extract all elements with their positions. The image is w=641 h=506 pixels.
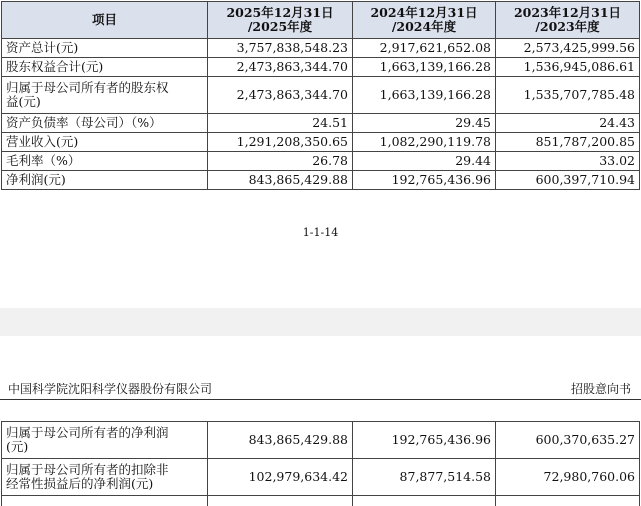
cell-value: 600,397,710.94 bbox=[496, 171, 640, 190]
cell-value: 2,917,621,652.08 bbox=[353, 39, 496, 58]
cell-value: 24.51 bbox=[208, 114, 353, 133]
cell-value: 87,877,514.58 bbox=[353, 459, 496, 496]
table-row bbox=[2, 77, 640, 114]
cell-value: 24.43 bbox=[496, 114, 640, 133]
row-label: 营业收入(元) bbox=[2, 133, 208, 152]
cell-value: 29.45 bbox=[353, 114, 496, 133]
header-2023: 2023年12月31日 /2023年度 bbox=[496, 2, 640, 39]
cell-empty bbox=[353, 496, 496, 506]
cell-value: 2,473,863,344.70 bbox=[208, 58, 353, 77]
cell-value: 1,663,139,166.28 bbox=[353, 58, 496, 77]
cell-empty bbox=[2, 496, 208, 506]
cell-value: 843,865,429.88 bbox=[208, 171, 353, 190]
row-label: 股东权益合计(元) bbox=[2, 58, 208, 77]
table-row bbox=[2, 422, 640, 459]
cell-value: 192,765,436.96 bbox=[353, 171, 496, 190]
row-label: 资产总计(元) bbox=[2, 39, 208, 58]
cell-value: 2,573,425,999.56 bbox=[496, 39, 640, 58]
cell-value: 843,865,429.88 bbox=[208, 422, 353, 459]
cell-value: 33.02 bbox=[496, 152, 640, 171]
row-label: 归属于母公司所有者的股东权 益(元) bbox=[2, 77, 208, 114]
page-number: 1-1-14 bbox=[0, 226, 641, 239]
cell-value: 2,473,863,344.70 bbox=[208, 77, 353, 114]
cell-value: 851,787,200.85 bbox=[496, 133, 640, 152]
cell-value: 102,979,634.42 bbox=[208, 459, 353, 496]
row-label: 归属于母公司所有者的扣除非 经常性损益后的净利润(元) bbox=[2, 459, 208, 496]
table-row bbox=[2, 39, 640, 58]
cell-value: 192,765,436.96 bbox=[353, 422, 496, 459]
table-row bbox=[2, 114, 640, 133]
row-label: 毛利率（%） bbox=[2, 152, 208, 171]
document-type: 招股意向书 bbox=[571, 380, 631, 397]
cell-value: 600,370,635.27 bbox=[496, 422, 640, 459]
cell-value: 26.78 bbox=[208, 152, 353, 171]
table-row bbox=[2, 459, 640, 496]
page-gap bbox=[0, 308, 641, 336]
table-row bbox=[2, 152, 640, 171]
row-label: 净利润(元) bbox=[2, 171, 208, 190]
table-row bbox=[2, 133, 640, 152]
table-row bbox=[2, 496, 640, 506]
table-row bbox=[2, 171, 640, 190]
row-label: 资产负债率（母公司）（%） bbox=[2, 114, 208, 133]
table-header-row bbox=[2, 2, 640, 39]
header-2024: 2024年12月31日 /2024年度 bbox=[353, 2, 496, 39]
header-divider bbox=[0, 399, 641, 400]
cell-value: 29.44 bbox=[353, 152, 496, 171]
header-2025: 2025年12月31日 /2025年度 bbox=[208, 2, 353, 39]
table-row bbox=[2, 58, 640, 77]
cell-value: 1,535,707,785.48 bbox=[496, 77, 640, 114]
cell-value: 72,980,760.06 bbox=[496, 459, 640, 496]
financial-summary-table-continued bbox=[1, 421, 640, 506]
cell-value: 1,082,290,119.78 bbox=[353, 133, 496, 152]
cell-empty bbox=[496, 496, 640, 506]
cell-value: 1,536,945,086.61 bbox=[496, 58, 640, 77]
cell-value: 1,663,139,166.28 bbox=[353, 77, 496, 114]
financial-summary-table bbox=[1, 1, 640, 190]
row-label: 归属于母公司所有者的净利润 (元) bbox=[2, 422, 208, 459]
cell-value: 1,291,208,350.65 bbox=[208, 133, 353, 152]
cell-value: 3,757,838,548.23 bbox=[208, 39, 353, 58]
page-bottom bbox=[0, 336, 641, 500]
header-item: 项目 bbox=[2, 2, 208, 39]
company-name: 中国科学院沈阳科学仪器股份有限公司 bbox=[8, 380, 212, 397]
cell-empty bbox=[208, 496, 353, 506]
